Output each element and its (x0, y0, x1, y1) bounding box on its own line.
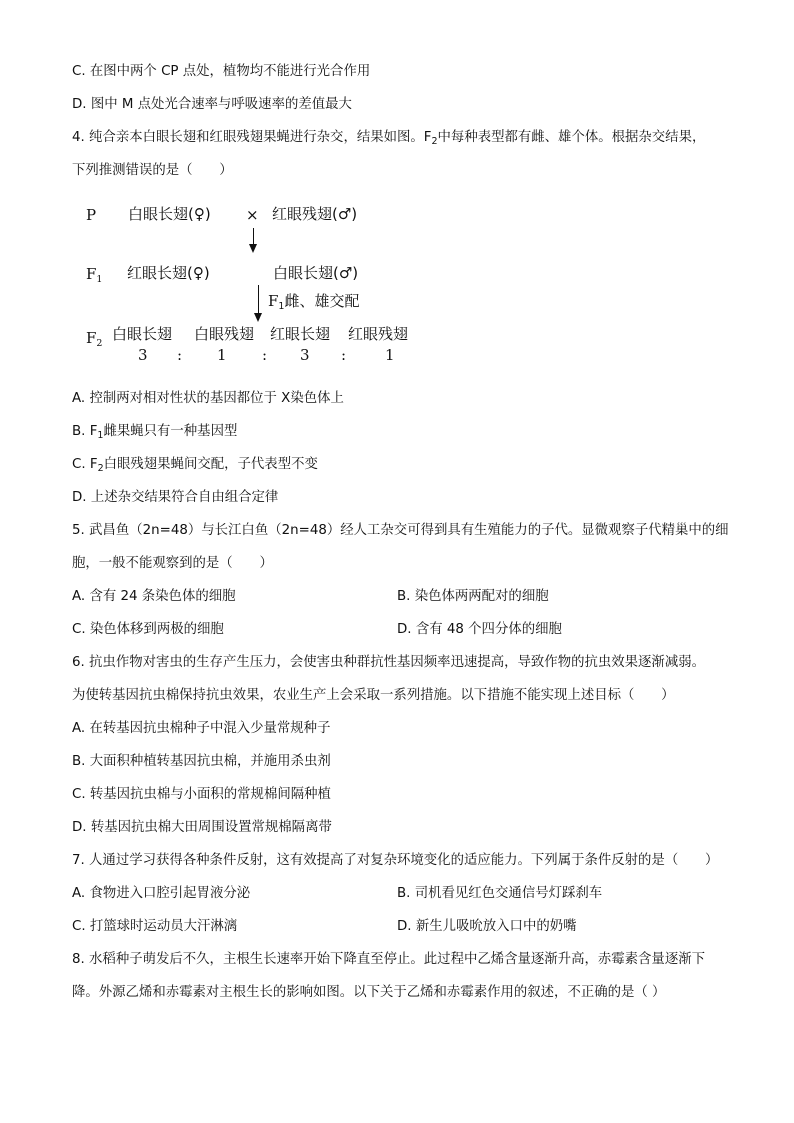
f2-phenotype: 白眼长翅 (112, 325, 173, 343)
p-female-parent: 白眼长翅(♀) (128, 205, 211, 223)
q6-option-d: D. 转基因抗虫棉大田周围设置常规棉隔离带 (72, 820, 332, 835)
f2-label-letter: F (86, 329, 97, 347)
q4-option-c-sub: 2 (97, 463, 104, 474)
q5-stem-line1: 5. 武昌鱼（2n=48）与长江白鱼（2n=48）经人工杂交可得到具有生殖能力的子代。显微观察子代精巢中的细 (72, 523, 729, 538)
cross-symbol: × (246, 206, 259, 224)
q3-option-d: D. 图中 M 点处光合速率与呼吸速率的差值最大 (72, 97, 352, 112)
q4-option-b (72, 422, 237, 446)
note-text: 雌、雄交配 (284, 292, 360, 310)
q4-option-b-sub: 1 (97, 430, 104, 441)
q4-stem-text-b: 中每种表型都有雌、雄个体。根据杂交结果， (437, 130, 706, 145)
f1-label-sub: 1 (96, 274, 103, 285)
q4-option-a: A. 控制两对相对性状的基因都位于 X染色体上 (72, 391, 344, 406)
q4-stem-line1 (72, 128, 705, 152)
q4-option-d: D. 上述杂交结果符合自由组合定律 (72, 490, 279, 505)
q6-stem-line2: 为使转基因抗虫棉保持抗虫效果，农业生产上会采取一系列措施。以下措施不能实现上述目标（ ） (72, 688, 675, 703)
ratio-separator: : (177, 346, 183, 364)
f1-male: 白眼长翅(♂) (273, 264, 359, 282)
q7-option-b: B. 司机看见红色交通信号灯踩刹车 (397, 886, 603, 901)
q4-option-c (72, 455, 318, 479)
f1-female: 红眼长翅(♀) (127, 264, 210, 282)
q5-option-c: C. 染色体移到两极的细胞 (72, 622, 224, 637)
ratio-value: 1 (217, 346, 227, 364)
f2-phenotype: 红眼残翅 (348, 325, 409, 343)
q4-option-c-post: 白眼残翅果蝇间交配，子代表型不变 (103, 457, 318, 472)
q4-option-b-pre: B. F (72, 424, 98, 439)
q5-option-b: B. 染色体两两配对的细胞 (397, 589, 549, 604)
q5-option-a: A. 含有 24 条染色体的细胞 (72, 589, 236, 604)
q4-stem-subscript: 2 (431, 136, 438, 147)
f1-generation-label (86, 264, 102, 290)
q7-option-a: A. 食物进入口腔引起胃液分泌 (72, 886, 251, 901)
arrow-p-to-f1 (253, 228, 254, 251)
f1-label-letter: F (86, 265, 97, 283)
q7-option-d: D. 新生儿吸吮放入口中的奶嘴 (397, 919, 577, 934)
ratio-separator: : (341, 346, 347, 364)
ratio-value: 3 (138, 346, 148, 364)
q8-stem-line1: 8. 水稻种子萌发后不久，主根生长速率开始下降直至停止。此过程中乙烯含量逐渐升高，赤霉素含量逐渐下 (72, 952, 705, 967)
f2-phenotype: 红眼长翅 (270, 325, 331, 343)
p-male-parent: 红眼残翅(♂) (272, 205, 358, 223)
q7-stem: 7. 人通过学习获得各种条件反射，这有效提高了对复杂环境变化的适应能力。下列属于条件反射的是（ ） (72, 853, 719, 868)
f2-phenotype: 白眼残翅 (194, 325, 255, 343)
q8-stem-line2: 降。外源乙烯和赤霉素对主根生长的影响如图。以下关于乙烯和赤霉素作用的叙述，不正确的是（ ） (72, 985, 666, 1000)
q7-option-c: C. 打篮球时运动员大汗淋漓 (72, 919, 238, 934)
q5-stem-line2: 胞，一般不能观察到的是（ ） (72, 556, 273, 571)
p-generation-label: P (86, 206, 97, 224)
q4-stem-text-a: 4. 纯合亲本白眼长翅和红眼残翅果蝇进行杂交，结果如图。F (72, 130, 432, 145)
ratio-separator: : (262, 346, 268, 364)
q6-option-c: C. 转基因抗虫棉与小面积的常规棉间隔种植 (72, 787, 331, 802)
q5-option-d: D. 含有 48 个四分体的细胞 (397, 622, 562, 637)
q6-option-a: A. 在转基因抗虫棉种子中混入少量常规种子 (72, 721, 331, 736)
ratio-value: 1 (385, 346, 395, 364)
f1-intercross-note (268, 291, 359, 317)
q4-option-b-post: 雌果蝇只有一种基因型 (103, 424, 238, 439)
f2-generation-label (86, 328, 102, 354)
q4-stem-line2: 下列推测错误的是（ ） (72, 163, 233, 178)
note-letter: F (268, 292, 279, 310)
note-sub: 1 (278, 301, 285, 312)
q3-option-c: C. 在图中两个 CP 点处，植物均不能进行光合作用 (72, 64, 371, 79)
f2-label-sub: 2 (96, 338, 103, 349)
q6-stem-line1: 6. 抗虫作物对害虫的生存产生压力，会使害虫种群抗性基因频率迅速提高，导致作物的抗虫效果逐渐减弱。 (72, 655, 705, 670)
q4-option-c-pre: C. F (72, 457, 98, 472)
q6-option-b: B. 大面积种植转基因抗虫棉，并施用杀虫剂 (72, 754, 331, 769)
arrow-f1-to-f2 (258, 285, 259, 320)
ratio-value: 3 (300, 346, 310, 364)
